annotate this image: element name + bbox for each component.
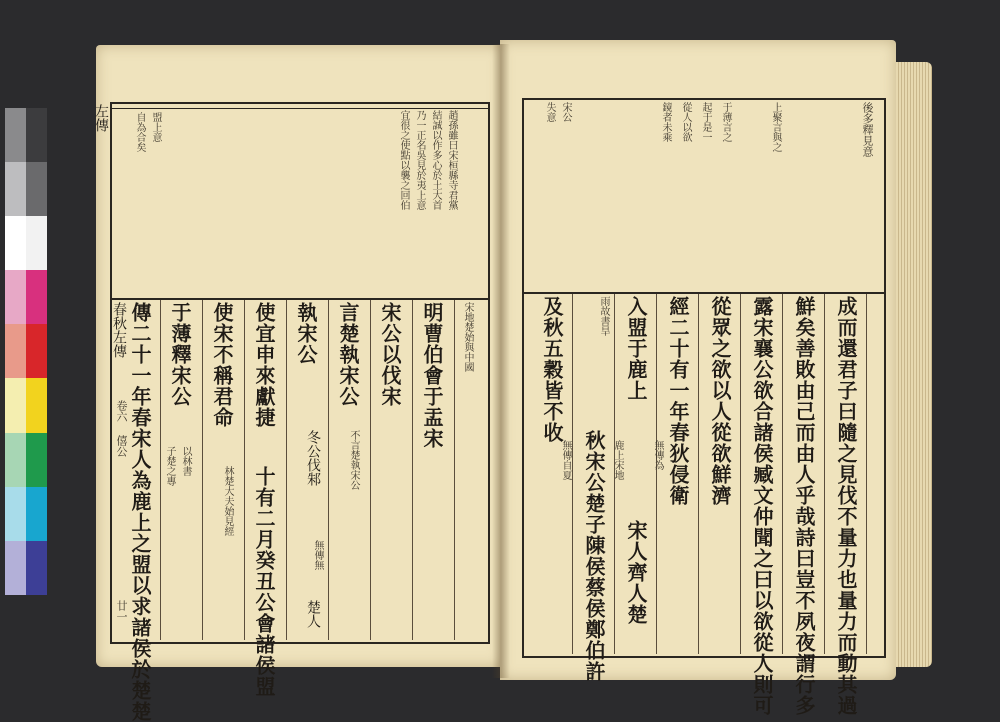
annotation-column: 雨故書旱 — [598, 296, 609, 336]
rule — [160, 300, 161, 640]
rule — [824, 294, 825, 654]
rule — [698, 294, 699, 654]
annotation-column: 無傳為 — [652, 440, 663, 470]
main-text-column: 鮮矣善敗由己而由人乎哉詩曰豈不夙夜謂行多 — [792, 296, 816, 716]
rule — [866, 294, 867, 654]
right-page-divider — [522, 292, 884, 294]
main-text-column: 及秋五穀皆不收 — [540, 296, 564, 443]
note-column: 鏡者未乘 — [660, 102, 671, 142]
main-text-column: 使宋不稱君命 — [210, 302, 234, 428]
main-text-column: 露宋襄公欲合諸侯臧文仲聞之曰以欲從人則可 — [750, 296, 774, 716]
annotation-column: 宋地楚始與中國 — [462, 302, 473, 372]
note-column: 起于是一 — [700, 102, 711, 142]
main-text-column: 宋人齊人楚 — [624, 520, 648, 625]
book-gutter — [492, 44, 510, 678]
annotation-column: 鹿上宋地 — [612, 440, 623, 480]
note-column: 宜很之使點以襲之回伯 — [398, 110, 409, 210]
page-edges — [890, 62, 932, 667]
fold-volume: 卷六 僖公 — [115, 400, 128, 457]
main-text-column: 于薄釋宋公 — [168, 302, 192, 407]
note-column: 于薄言之 — [720, 102, 731, 142]
main-text-column: 經二十有一年春狄侵衛 — [666, 296, 690, 506]
main-text-column: 成而還君子曰隨之見伐不量力也量力而動其過 — [834, 296, 858, 716]
note-column: 結誠以作多心於土大首 — [430, 110, 441, 210]
main-text-column: 執宋公 — [294, 302, 318, 365]
main-text-column: 入盟于鹿上 — [624, 296, 648, 401]
note-column: 失意 — [544, 102, 555, 122]
note-header: 後多釋見意 — [861, 102, 874, 157]
color-calibration-strip — [5, 108, 47, 595]
note-column: 宋公 — [560, 102, 571, 122]
left-page-divider — [110, 298, 488, 300]
rule — [454, 300, 455, 640]
annotation-column: 林楚大夫始見經 — [222, 466, 233, 536]
rule — [328, 300, 329, 640]
main-text-column: 從眾之欲以人從欲鮮濟 — [708, 296, 732, 506]
annotation-column: 冬公伐邾 — [305, 430, 321, 486]
annotation-column: 無傳自夏 — [560, 440, 571, 480]
annotation-column: 子楚之專 — [164, 446, 175, 486]
left-page-top-rule — [110, 108, 488, 109]
annotation-column: 以林書 — [180, 446, 191, 476]
main-text-column: 明曹伯會于盂宋 — [420, 302, 444, 449]
note-column: 趙孫雖曰宋桓縣寺君黨 — [446, 110, 457, 210]
main-text-column: 秋宋公楚子陳侯蔡侯鄭伯許 — [582, 430, 606, 682]
note-column: 乃一正名吳見於夷上意 — [414, 110, 425, 210]
rule — [782, 294, 783, 654]
main-text-column: 言楚執宋公 — [336, 302, 360, 407]
main-text-column: 傳二十一年春宋人為鹿上之盟以求諸侯於楚楚 — [128, 302, 152, 722]
annotation-column: 不言楚執宋公 — [348, 430, 359, 490]
annotation-column: 十有二月癸丑公會諸侯盟 — [252, 466, 276, 697]
fold-title: 春秋左傳 — [111, 302, 127, 358]
note-column: 從人以欲 — [680, 102, 691, 142]
fold-page-number: 廿一 — [115, 600, 128, 622]
main-text-column: 使宜申來獻捷 — [252, 302, 276, 428]
note-column: 上聚言與之 — [770, 102, 781, 152]
rule — [202, 300, 203, 640]
rule — [572, 294, 573, 654]
note-column: 自為合矣 — [134, 112, 145, 152]
margin-title: 左傳 — [93, 104, 109, 132]
annotation-column: 無傳無 — [312, 540, 323, 570]
main-text-column: 宋公以伐宋 — [378, 302, 402, 407]
rule — [244, 300, 245, 640]
annotation-column: 楚人 — [305, 600, 321, 628]
rule — [412, 300, 413, 640]
rule — [740, 294, 741, 654]
rule — [286, 300, 287, 640]
rule — [370, 300, 371, 640]
note-column: 盟上意 — [150, 112, 161, 142]
